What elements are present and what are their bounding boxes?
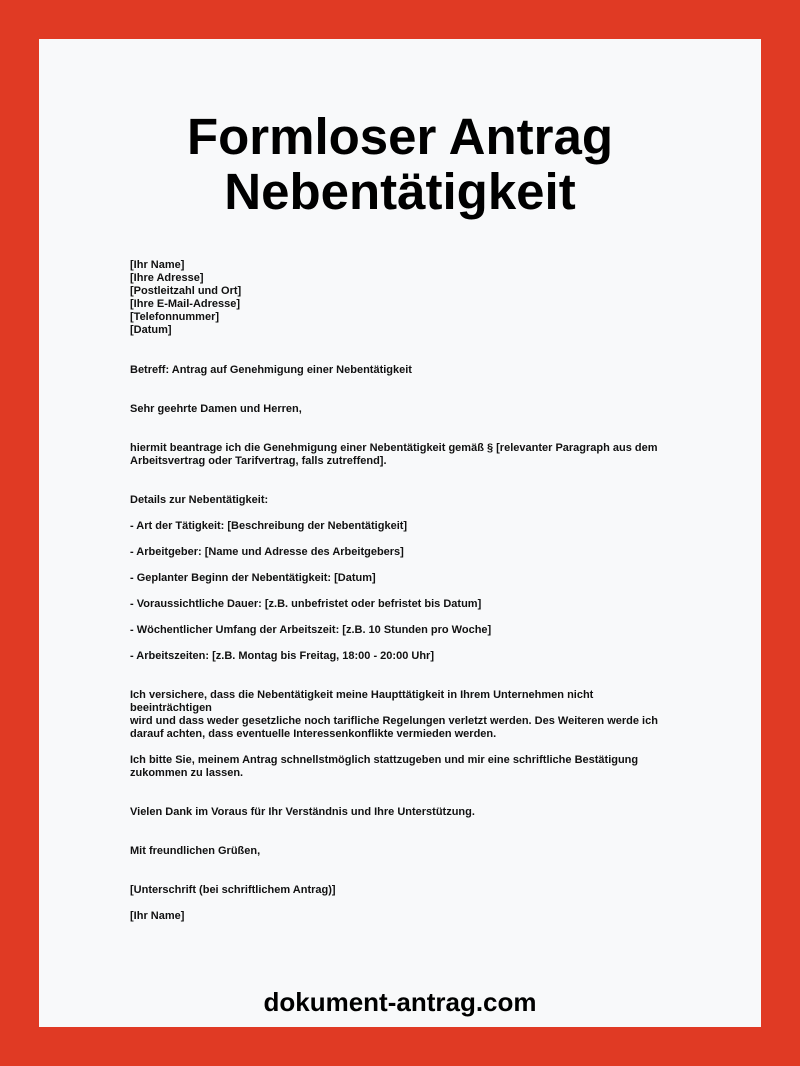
detail-item-text: - Art der Tätigkeit: [Beschreibung der Nebentätigkeit]	[130, 520, 408, 532]
detail-item-text: - Arbeitszeiten: [z.B. Montag bis Freitag, 18:00 - 20:00 Uhr]	[130, 650, 434, 662]
thanks-text: Vielen Dank im Voraus für Ihr Verständnis und Ihre Unterstützung.	[130, 806, 475, 818]
request-line: Ich bitte Sie, meinem Antrag schnellstmöglich stattzugeben und mir eine schriftliche Bestätigung	[130, 754, 639, 766]
name-text: [Ihr Name]	[130, 910, 185, 922]
detail-item-text: - Geplanter Beginn der Nebentätigkeit: [Datum]	[130, 572, 376, 584]
sender-line: [Telefonnummer]	[130, 311, 220, 323]
salutation-text: Sehr geehrte Damen und Herren,	[130, 403, 302, 415]
name-line	[130, 910, 670, 923]
detail-item	[130, 572, 670, 585]
intro-paragraph	[130, 442, 670, 468]
footer-site: dokument-antrag.com	[263, 987, 537, 1017]
sender-line: [Ihre E-Mail-Adresse]	[130, 298, 241, 310]
detail-item	[130, 546, 670, 559]
detail-item-text: - Voraussichtliche Dauer: [z.B. unbefristet oder befristet bis Datum]	[130, 598, 482, 610]
document-title	[39, 109, 761, 219]
title-line-1: Formloser Antrag	[186, 108, 613, 165]
assurance-line: darauf achten, dass eventuelle Interessenkonflikte vermieden werden.	[130, 728, 497, 740]
assurance-line: wird und dass weder gesetzliche noch tarifliche Regelungen verletzt werden. Des Weiteren werde ich	[130, 715, 658, 727]
detail-item	[130, 598, 670, 611]
detail-item-text: - Arbeitgeber: [Name und Adresse des Arbeitgebers]	[130, 546, 404, 558]
details-heading	[130, 494, 670, 507]
detail-item-text: - Wöchentlicher Umfang der Arbeitszeit: [z.B. 10 Stunden pro Woche]	[130, 624, 492, 636]
assurance-paragraph	[130, 689, 670, 741]
subject-text: Betreff: Antrag auf Genehmigung einer Nebentätigkeit	[130, 364, 412, 376]
intro-line: Arbeitsvertrag oder Tarifvertrag, falls zutreffend].	[130, 455, 387, 467]
request-line: zukommen zu lassen.	[130, 767, 244, 779]
subject-line	[130, 364, 670, 377]
assurance-line: Ich versichere, dass die Nebentätigkeit meine Haupttätigkeit in Ihrem Unternehmen nicht beeinträchtigen	[130, 689, 594, 714]
signature-line	[130, 884, 670, 897]
sender-line: [Postleitzahl und Ort]	[130, 285, 242, 297]
thanks-line	[130, 806, 670, 819]
sender-line: [Ihre Adresse]	[130, 272, 204, 284]
signature-text: [Unterschrift (bei schriftlichem Antrag)]	[130, 884, 336, 896]
sender-line: [Ihr Name]	[130, 259, 185, 271]
request-paragraph	[130, 754, 670, 780]
intro-line: hiermit beantrage ich die Genehmigung einer Nebentätigkeit gemäß § [relevanter Paragraph aus dem	[130, 442, 658, 454]
detail-item	[130, 520, 670, 533]
sender-block	[130, 259, 670, 337]
details-heading-text: Details zur Nebentätigkeit:	[130, 494, 269, 506]
closing-text: Mit freundlichen Grüßen,	[130, 845, 261, 857]
title-line-2: Nebentätigkeit	[224, 163, 576, 220]
closing-line	[130, 845, 670, 858]
document-page	[39, 39, 761, 1027]
salutation	[130, 403, 670, 416]
detail-item	[130, 650, 670, 663]
sender-line: [Datum]	[130, 324, 172, 336]
detail-item	[130, 624, 670, 637]
